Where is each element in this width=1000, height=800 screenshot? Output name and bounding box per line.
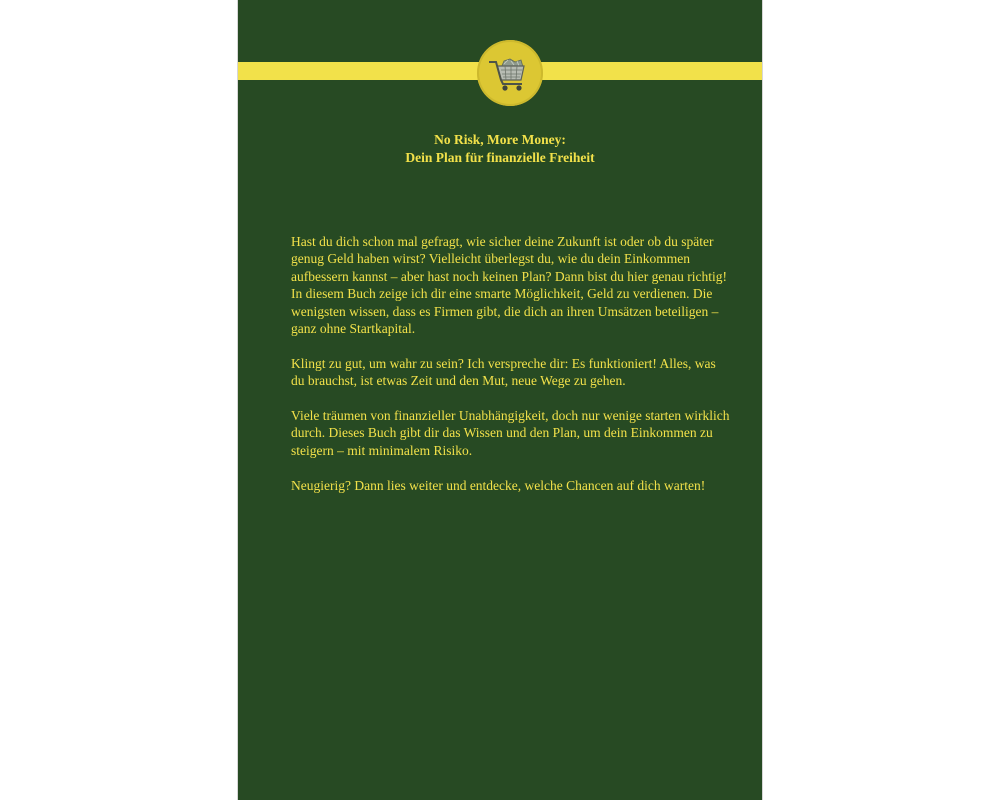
title-line-1: No Risk, More Money: [434,132,566,147]
blurb-text [291,233,731,511]
paragraph: Klingt zu gut, um wahr zu sein? Ich verspreche dir: Es funktioniert! Alles, was du brauchst, ist etwas Zeit und den Mut, neue Wege zu gehen. [291,355,716,389]
book-title [238,131,762,167]
paragraph: Viele träumen von finanzieller Unabhängigkeit, doch nur wenige starten wirklich durch. Dieses Buch gibt dir das Wissen und den Plan, um dein Einkommen zu steigern – mit minimalem Risiko. [291,408,730,458]
paragraph: Hast du dich schon mal gefragt, wie sicher deine Zukunft ist oder ob du später genug Geld haben wirst? Vielleicht überlegst du, wie du dein Einkommen aufbessern kannst – aber hast noch keinen Plan? Dann bist du hier genau richtig! In diesem Buch zeige ich dir eine smarte Möglichkeit, Geld zu verdienen. Die wenigsten wissen, dass es Firmen gibt, die dich an ihren Umsätzen beteiligen – ganz ohne Startkapital. [291,234,727,337]
shopping-cart-icon [477,40,543,106]
paragraph: Neugierig? Dann lies weiter und entdecke, welche Chancen auf dich warten! [291,477,706,493]
book-back-cover [237,0,763,800]
emblem-badge [477,40,543,106]
title-line-2: Dein Plan für finanzielle Freiheit [405,150,595,165]
